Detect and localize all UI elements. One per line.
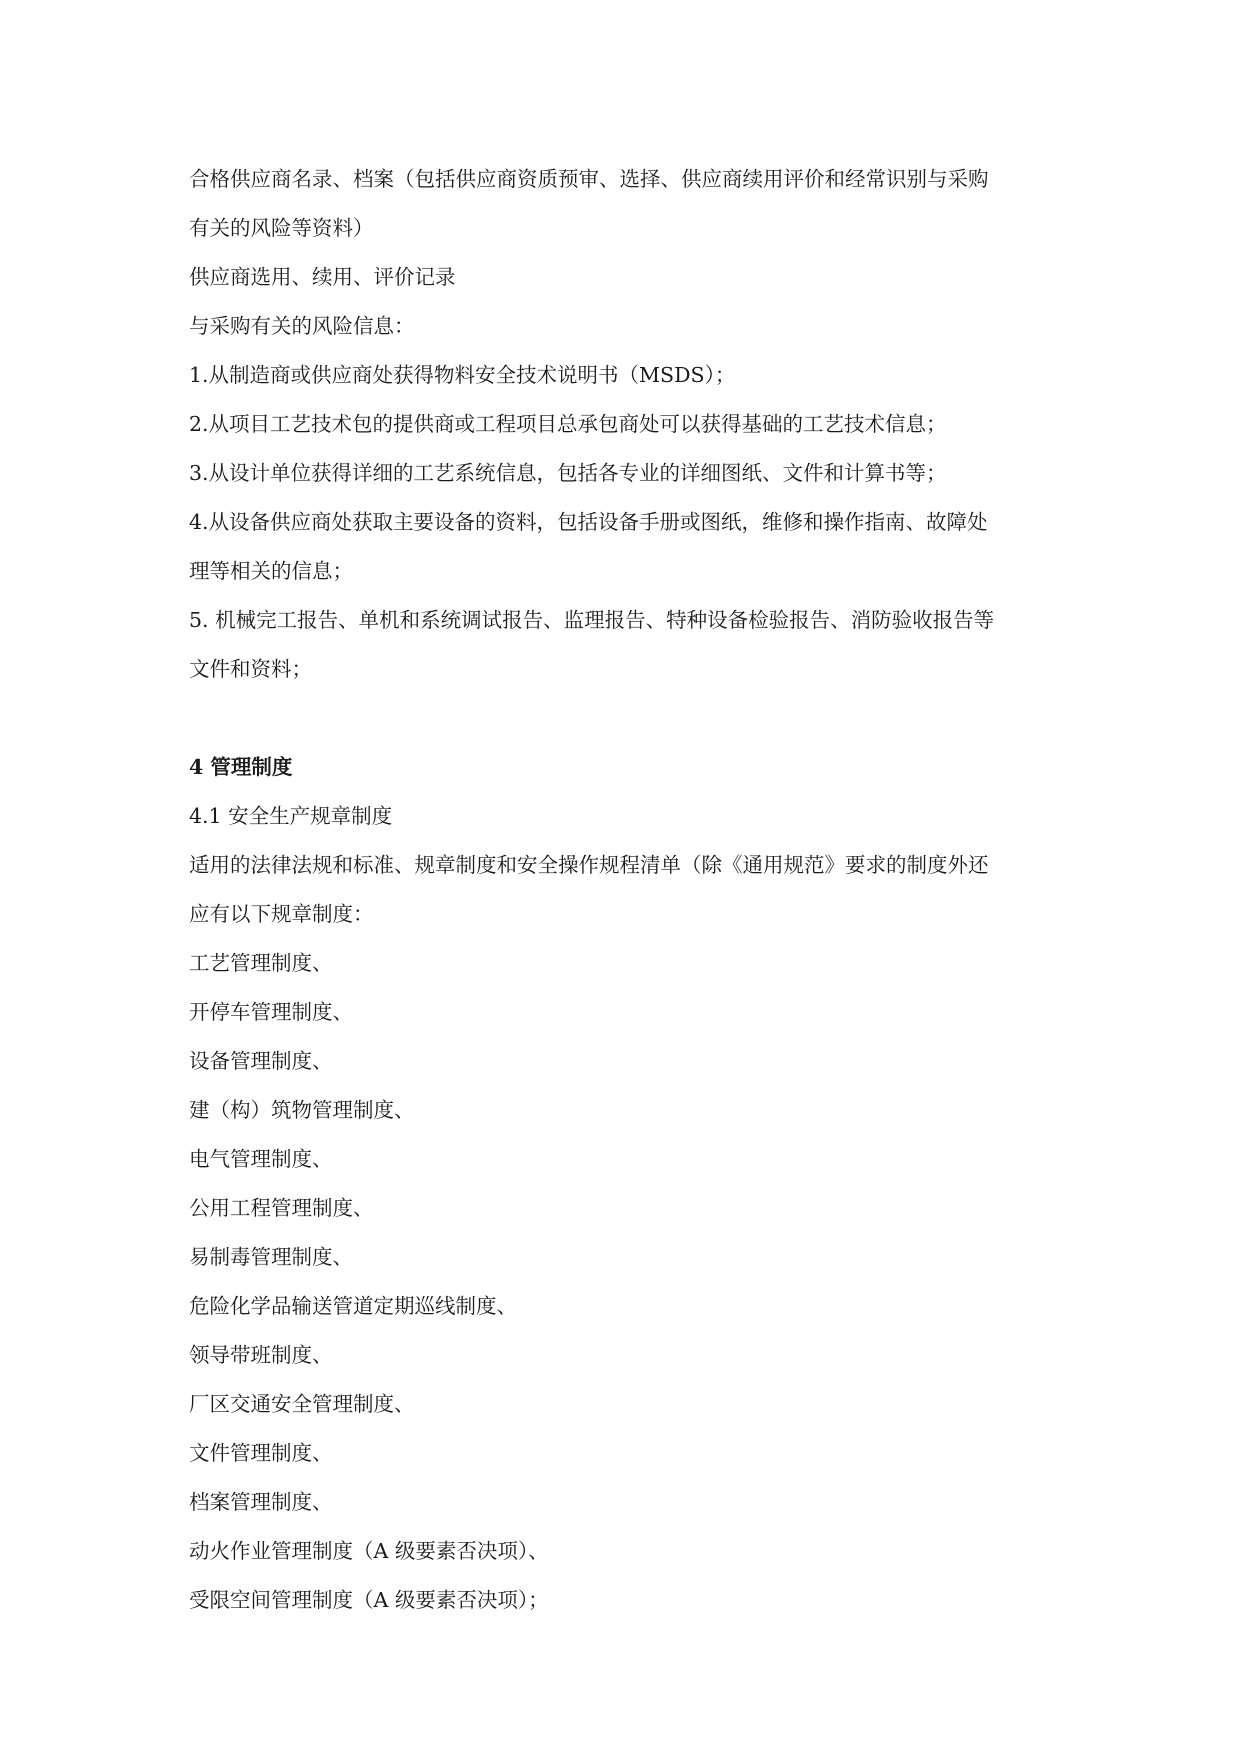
- list-item: 2.从项目工艺技术包的提供商或工程项目总承包商处可以获得基础的工艺技术信息；: [189, 412, 947, 436]
- list-item: 档案管理制度、: [189, 1490, 333, 1514]
- list-item: 厂区交通安全管理制度、: [189, 1392, 415, 1416]
- list-item: 开停车管理制度、: [189, 1000, 353, 1024]
- paragraph-line: 合格供应商名录、档案（包括供应商资质预审、选择、供应商续用评价和经常识别与采购: [189, 167, 989, 191]
- list-item: 危险化学品输送管道定期巡线制度、: [189, 1294, 517, 1318]
- list-item: 动火作业管理制度（A 级要素否决项）、: [189, 1539, 549, 1563]
- paragraph-line: 应有以下规章制度：: [189, 902, 374, 926]
- paragraph-line: 与采购有关的风险信息：: [189, 314, 415, 338]
- list-item: 工艺管理制度、: [189, 951, 333, 975]
- list-item: 5. 机械完工报告、单机和系统调试报告、监理报告、特种设备检验报告、消防验收报告等: [189, 608, 995, 632]
- list-item: 公用工程管理制度、: [189, 1196, 374, 1220]
- list-item: 1.从制造商或供应商处获得物料安全技术说明书（MSDS）；: [189, 363, 736, 387]
- list-item: 3.从设计单位获得详细的工艺系统信息，包括各专业的详细图纸、文件和计算书等；: [189, 461, 947, 485]
- document-body: [189, 155, 1069, 1625]
- list-item: 受限空间管理制度（A 级要素否决项）；: [189, 1588, 549, 1612]
- list-item: 设备管理制度、: [189, 1049, 333, 1073]
- section-heading: 4 管理制度: [189, 755, 293, 779]
- list-item-continued: 文件和资料；: [189, 657, 312, 681]
- paragraph-line: 适用的法律法规和标准、规章制度和安全操作规程清单（除《通用规范》要求的制度外还: [189, 853, 989, 877]
- list-item: 文件管理制度、: [189, 1441, 333, 1465]
- paragraph-line: 有关的风险等资料）: [189, 216, 374, 240]
- list-item: 4.从设备供应商处获取主要设备的资料，包括设备手册或图纸，维修和操作指南、故障处: [189, 510, 988, 534]
- section-spacer: [189, 694, 1069, 743]
- list-item: 领导带班制度、: [189, 1343, 333, 1367]
- list-item-continued: 理等相关的信息；: [189, 559, 353, 583]
- list-item: 建（构）筑物管理制度、: [189, 1098, 415, 1122]
- subsection-heading: 4.1 安全生产规章制度: [189, 804, 393, 828]
- list-item: 电气管理制度、: [189, 1147, 333, 1171]
- list-item: 易制毒管理制度、: [189, 1245, 353, 1269]
- paragraph-line: 供应商选用、续用、评价记录: [189, 265, 456, 289]
